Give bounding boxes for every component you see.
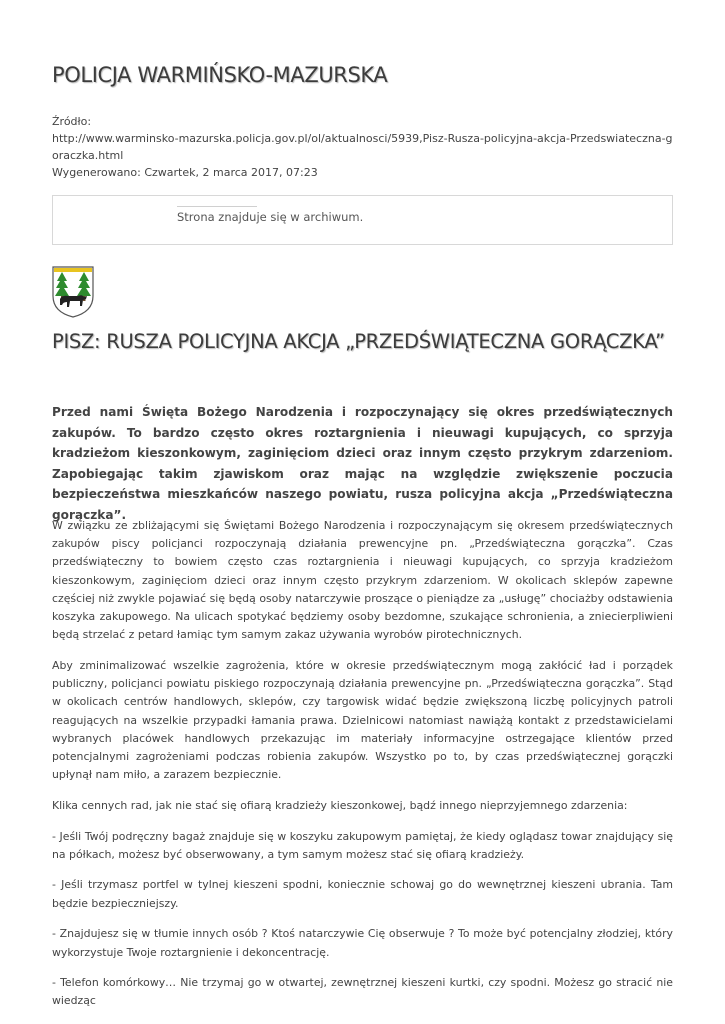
pisz-county-coat-of-arms-icon (52, 266, 94, 318)
archive-notice: Strona znajduje się w archiwum. (177, 210, 364, 224)
article-paragraph: - Telefon komórkowy… Nie trzymaj go w otwartej, zewnętrznej kieszeni kurtki, czy spodni. Możesz go stracić nie wiedząc (52, 976, 673, 1008)
article-title: PISZ: RUSZA POLICYJNA AKCJA „PRZEDŚWIĄTECZNA GORĄCZKA” (52, 330, 665, 353)
article-lead: Przed nami Święta Bożego Narodzenia i rozpoczynający się okres przedświątecznych zakupów. To bardzo często okres roztargnienia i nieuwagi kupujących, co sprzyja kradzieżom kieszonkowym, zaginięciom dzieci oraz innym często przykrym zdarzeniom. Zapobiegając takim zjawiskom oraz mając na względzie zwiększenie poczucia bezpieczeństwa mieszkańców naszego powiatu, rusza policyjna akcja „Przedświąteczna gorączka”. (52, 405, 673, 522)
article-paragraph: - Jeśli trzymasz portfel w tylnej kieszeni spodni, koniecznie schowaj go do wewnętrznej kieszeni ubrania. Tam będzie bezpieczniejszy. (52, 878, 673, 910)
archive-notice-box (52, 195, 673, 245)
site-title: POLICJA WARMIŃSKO-MAZURSKA (52, 63, 388, 87)
article-paragraph: - Jeśli Twój podręczny bagaż znajduje się w koszyku zakupowym pamiętaj, że kiedy oglądasz towar znajdujący się na półkach, możesz być obserwowany, a tym samym możesz stać się ofiarą kradzieży. (52, 829, 673, 861)
archive-divider (177, 206, 257, 207)
article-paragraph: - Znajdujesz się w tłumie innych osób ? Ktoś natarczywie Cię obserwuje ? To może być potencjalny złodziej, który wykorzystuje Twoje roztargnienie i dekoncentrację. (52, 927, 673, 959)
generated-date: Wygenerowano: Czwartek, 2 marca 2017, 07:23 (52, 166, 318, 179)
article-paragraph: Aby zminimalizować wszelkie zagrożenia, które w okresie przedświątecznym mogą zakłócić ład i porządek publiczny, policjanci powiatu piskiego rozpoczynają działania prewencyjne pn. „Przedświąteczna gorączka”. Stąd w okolicach centrów handlowych, sklepów, czy targowisk widać będzie zwiększoną liczbę policyjnych patroli reagujących na wszelkie przypadki łamania prawa. Dzielnicowi natomiast nawiążą kontakt z przedstawicielami wybranych placówek handlowych przekazując im materiały informacyjne ostrzegające klientów przed potencjalnymi zagrożeniami podczas robienia zakupów. Wszystko po to, by czas przedświątecznej gorączki upłynął nam miło, a zarazem bezpiecznie. (52, 658, 673, 782)
source-label: Źródło: (52, 115, 92, 128)
source-url[interactable]: http://www.warminsko-mazurska.policja.gov.pl/ol/aktualnosci/5939,Pisz-Rusza-policyjna-akcja-Przedswiateczna-goraczka.html (52, 132, 673, 162)
document-meta (52, 113, 673, 181)
article-body (52, 517, 673, 1023)
article-paragraph: W związku ze zbliżającymi się Świętami Bożego Narodzenia i rozpoczynającym się okresem przedświątecznych zakupów piscy policjanci rozpoczynają działania prewencyjne pn. „Przedświąteczna gorączka”. Czas przedświąteczny to bowiem często czas roztargnienia i nieuwagi kupujących, co sprzyja kradzieżom kieszonkowym, zaginięciom dzieci oraz innym często przykrym zdarzeniom. W okolicach sklepów zapewne częściej niż zwykle pojawiać się będą osoby natarczywie proszące o pieniądze za „usługę” chociażby odstawienia koszyka zakupowego. Na ulicach spotykać będziemy osoby bezdomne, szukające schronienia, a zniecierpliwieni będą strzelać z petard łamiąc tym samym zakaz używania wyrobów pirotechnicznych. (52, 519, 673, 642)
article-paragraph: Klika cennych rad, jak nie stać się ofiarą kradzieży kieszonkowej, bądź innego nieprzyjemnego zdarzenia: (52, 798, 628, 812)
